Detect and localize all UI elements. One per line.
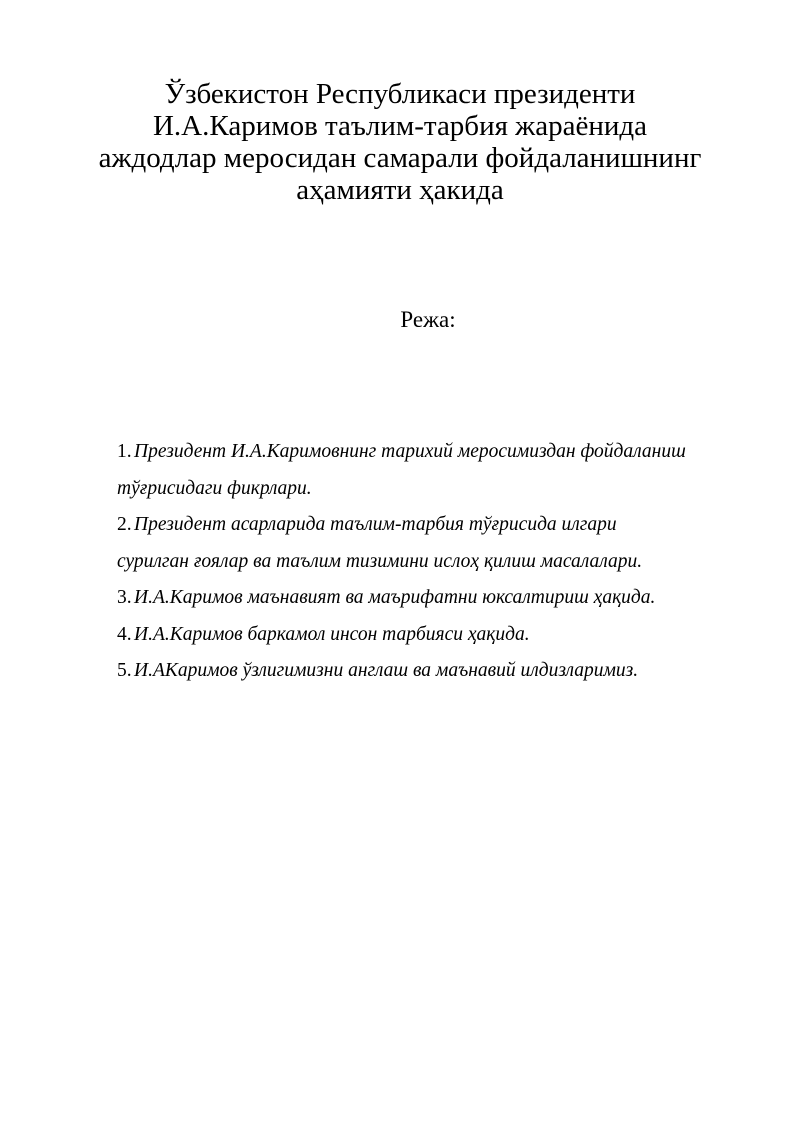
plan-item-number: 2. [117, 514, 132, 535]
plan-item-text: И.А.Каримов баркамол инсон тарбияси ҳақида. [134, 623, 530, 645]
plan-list [117, 434, 757, 690]
plan-item-text-line: тўғрисидаги фикрлари. [117, 477, 312, 499]
plan-item-text: И.АКаримов ўзлигимизни англаш ва маънавий илдизларимиз. [134, 660, 639, 681]
title-line: аждодлар меросидан самарали фойдаланишнинг [98, 142, 702, 174]
plan-item-number: 5. [117, 660, 132, 681]
plan-item [117, 434, 757, 471]
plan-item [117, 580, 757, 617]
plan-item-text: И.А.Каримов маънавият ва маърифатни юксалтириш ҳақида. [134, 587, 656, 608]
plan-item [117, 617, 757, 654]
plan-item-text-line: Президент И.А.Каримовнинг тарихий меросимиздан фойдаланиш [134, 441, 686, 462]
plan-item-continuation [117, 471, 757, 508]
plan-heading: Режа: [400, 307, 456, 332]
plan-item [117, 507, 757, 544]
plan-item-text [134, 507, 757, 544]
plan-item-number: 1. [117, 441, 132, 462]
plan-item-number: 4. [117, 623, 132, 645]
plan-item [117, 653, 757, 690]
title-line: Ўзбекистон Республикаси президенти [164, 78, 636, 110]
document-title [60, 78, 740, 206]
title-line: И.А.Каримов таълим-тарбия жараёнида [152, 110, 647, 142]
plan-item-text [134, 434, 757, 471]
plan-item-text-line: Президент асарларида таълим-тарбия тўғрисида илгари [134, 514, 617, 535]
plan-item-number: 3. [117, 587, 132, 608]
title-line: аҳамияти ҳакида [296, 174, 504, 206]
plan-item-text-line: сурилган ғоялар ва таълим тизимини ислоҳ қилиш масалалари. [117, 550, 643, 572]
plan-item-continuation [117, 544, 757, 581]
